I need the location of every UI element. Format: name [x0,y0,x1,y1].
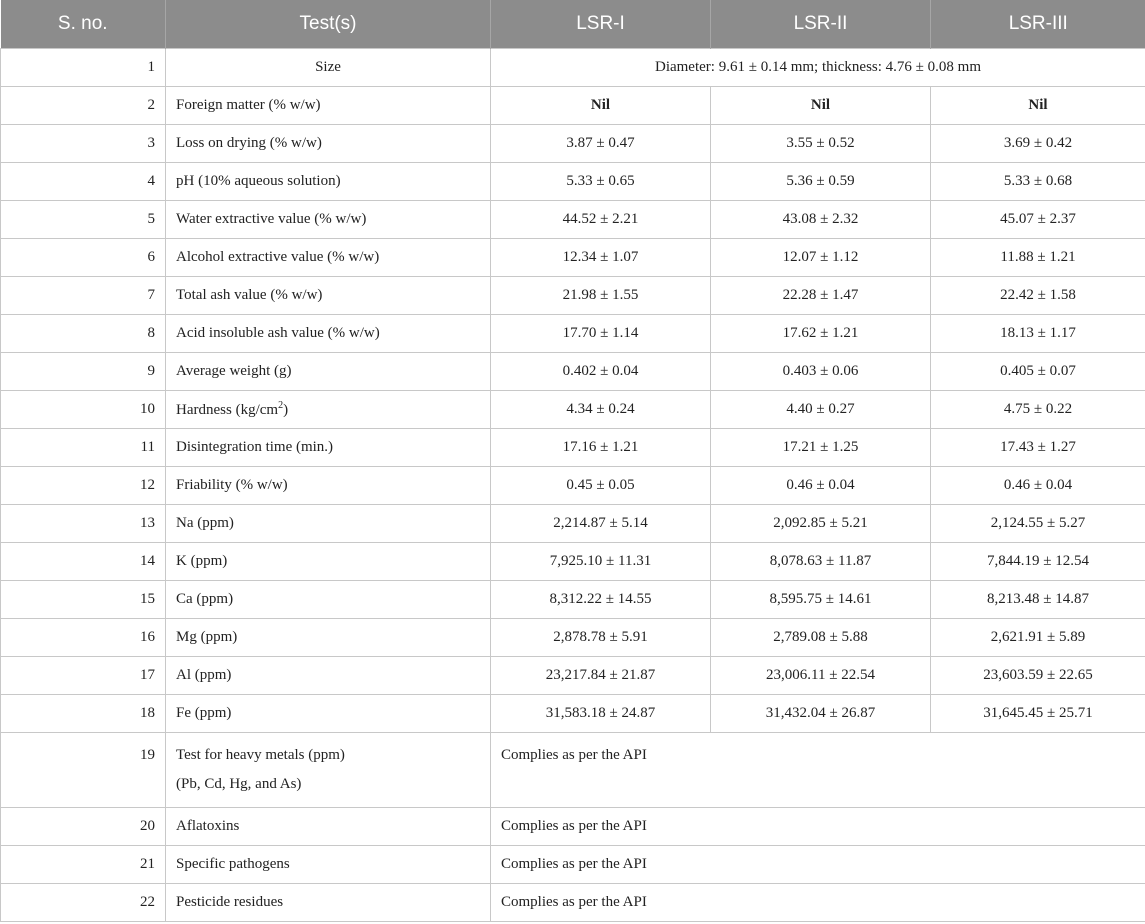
lsr-2-value: 0.46 ± 0.04 [711,467,931,505]
row-number: 19 [1,733,166,808]
lsr-2-value: 2,092.85 ± 5.21 [711,505,931,543]
test-name: Na (ppm) [166,505,491,543]
table-row [1,49,1145,87]
lsr-1-value: 0.45 ± 0.05 [491,467,711,505]
row-number: 12 [1,467,166,505]
row-number: 8 [1,315,166,353]
test-name: Pesticide residues [166,884,491,922]
lsr-2-value: 4.40 ± 0.27 [711,391,931,429]
header-lsr-3: LSR-III [931,0,1145,49]
table-row [1,163,1145,201]
lsr-2-value: Nil [711,87,931,125]
lsr-3-value: 7,844.19 ± 12.54 [931,543,1145,581]
test-name: Fe (ppm) [166,695,491,733]
lsr-2-value: 2,789.08 ± 5.88 [711,619,931,657]
test-name: Al (ppm) [166,657,491,695]
table-row [1,695,1145,733]
row-number: 14 [1,543,166,581]
merged-value-cell: Complies as per the API [491,733,1145,808]
lsr-2-value: 17.62 ± 1.21 [711,315,931,353]
lsr-3-value: 0.405 ± 0.07 [931,353,1145,391]
test-name: pH (10% aqueous solution) [166,163,491,201]
lsr-2-value: 8,595.75 ± 14.61 [711,581,931,619]
table-row [1,543,1145,581]
row-number: 5 [1,201,166,239]
row-number: 22 [1,884,166,922]
lsr-3-value: 11.88 ± 1.21 [931,239,1145,277]
test-name [166,733,491,808]
table-row [1,201,1145,239]
table-row [1,391,1145,429]
test-name-text: Hardness (kg/cm [176,402,279,418]
table-row [1,733,1145,808]
lsr-2-value: 23,006.11 ± 22.54 [711,657,931,695]
lsr-2-value: 17.21 ± 1.25 [711,429,931,467]
row-number: 18 [1,695,166,733]
test-name: Disintegration time (min.) [166,429,491,467]
lsr-2-value: 3.55 ± 0.52 [711,125,931,163]
test-name: Specific pathogens [166,846,491,884]
row-number: 20 [1,808,166,846]
lsr-2-value: 0.403 ± 0.06 [711,353,931,391]
test-name [166,391,491,429]
row-number: 2 [1,87,166,125]
header-row [1,0,1145,49]
test-name-line-2: (Pb, Cd, Hg, and As) [176,776,302,792]
test-name: Foreign matter (% w/w) [166,87,491,125]
lsr-1-value: 2,214.87 ± 5.14 [491,505,711,543]
table-row [1,239,1145,277]
lsr-3-value: 8,213.48 ± 14.87 [931,581,1145,619]
test-name: K (ppm) [166,543,491,581]
table-row [1,505,1145,543]
table-row [1,808,1145,846]
lsr-2-value: 22.28 ± 1.47 [711,277,931,315]
test-name: Alcohol extractive value (% w/w) [166,239,491,277]
merged-value-cell: Complies as per the API [491,884,1145,922]
row-number: 7 [1,277,166,315]
row-number: 6 [1,239,166,277]
table-row [1,884,1145,922]
lsr-1-value: 44.52 ± 2.21 [491,201,711,239]
table-row [1,657,1145,695]
row-number: 10 [1,391,166,429]
test-name: Ca (ppm) [166,581,491,619]
merged-value-cell: Complies as per the API [491,846,1145,884]
table-row [1,277,1145,315]
lsr-3-value: 17.43 ± 1.27 [931,429,1145,467]
table-row [1,581,1145,619]
table-row [1,619,1145,657]
lsr-1-value: Nil [491,87,711,125]
test-name: Average weight (g) [166,353,491,391]
row-number: 11 [1,429,166,467]
lsr-2-value: 43.08 ± 2.32 [711,201,931,239]
table-row [1,87,1145,125]
row-number: 9 [1,353,166,391]
lsr-1-value: 23,217.84 ± 21.87 [491,657,711,695]
row-number: 15 [1,581,166,619]
row-number: 16 [1,619,166,657]
lsr-3-value: 31,645.45 ± 25.71 [931,695,1145,733]
lsr-1-value: 12.34 ± 1.07 [491,239,711,277]
lsr-1-value: 8,312.22 ± 14.55 [491,581,711,619]
test-name: Water extractive value (% w/w) [166,201,491,239]
row-number: 1 [1,49,166,87]
row-number: 13 [1,505,166,543]
lsr-3-value: 0.46 ± 0.04 [931,467,1145,505]
lsr-3-value: 22.42 ± 1.58 [931,277,1145,315]
header-lsr-1: LSR-I [491,0,711,49]
lsr-2-value: 5.36 ± 0.59 [711,163,931,201]
lsr-2-value: 12.07 ± 1.12 [711,239,931,277]
lsr-1-value: 17.70 ± 1.14 [491,315,711,353]
test-name: Acid insoluble ash value (% w/w) [166,315,491,353]
row-number: 17 [1,657,166,695]
test-name: Size [166,49,491,87]
lsr-1-value: 0.402 ± 0.04 [491,353,711,391]
lsr-1-value: 4.34 ± 0.24 [491,391,711,429]
test-name: Mg (ppm) [166,619,491,657]
lsr-3-value: 3.69 ± 0.42 [931,125,1145,163]
lsr-1-value: 2,878.78 ± 5.91 [491,619,711,657]
row-number: 3 [1,125,166,163]
lsr-3-value: 5.33 ± 0.68 [931,163,1145,201]
lsr-1-value: 17.16 ± 1.21 [491,429,711,467]
header-sno: S. no. [1,0,166,49]
lsr-3-value: 23,603.59 ± 22.65 [931,657,1145,695]
lsr-3-value: Nil [931,87,1145,125]
merged-value-cell: Diameter: 9.61 ± 0.14 mm; thickness: 4.76 ± 0.08 mm [491,49,1145,87]
lsr-1-value: 7,925.10 ± 11.31 [491,543,711,581]
test-name: Total ash value (% w/w) [166,277,491,315]
header-tests: Test(s) [166,0,491,49]
table-row [1,125,1145,163]
test-name-line-1: Test for heavy metals (ppm) [176,747,345,763]
lsr-1-value: 3.87 ± 0.47 [491,125,711,163]
table-row [1,846,1145,884]
lsr-3-value: 2,124.55 ± 5.27 [931,505,1145,543]
lsr-2-value: 31,432.04 ± 26.87 [711,695,931,733]
test-name: Friability (% w/w) [166,467,491,505]
table-row [1,315,1145,353]
lsr-3-value: 2,621.91 ± 5.89 [931,619,1145,657]
row-number: 4 [1,163,166,201]
table-row [1,429,1145,467]
lsr-1-value: 5.33 ± 0.65 [491,163,711,201]
superscript: 2 [278,400,284,411]
test-name: Aflatoxins [166,808,491,846]
test-name: Loss on drying (% w/w) [166,125,491,163]
lsr-1-value: 21.98 ± 1.55 [491,277,711,315]
lsr-3-value: 4.75 ± 0.22 [931,391,1145,429]
lsr-3-value: 45.07 ± 2.37 [931,201,1145,239]
header-lsr-2: LSR-II [711,0,931,49]
test-name-tail: ) [283,402,289,418]
row-number: 21 [1,846,166,884]
table-row [1,467,1145,505]
lsr-3-value: 18.13 ± 1.17 [931,315,1145,353]
merged-value-cell: Complies as per the API [491,808,1145,846]
table-row [1,353,1145,391]
lsr-2-value: 8,078.63 ± 11.87 [711,543,931,581]
lsr-1-value: 31,583.18 ± 24.87 [491,695,711,733]
